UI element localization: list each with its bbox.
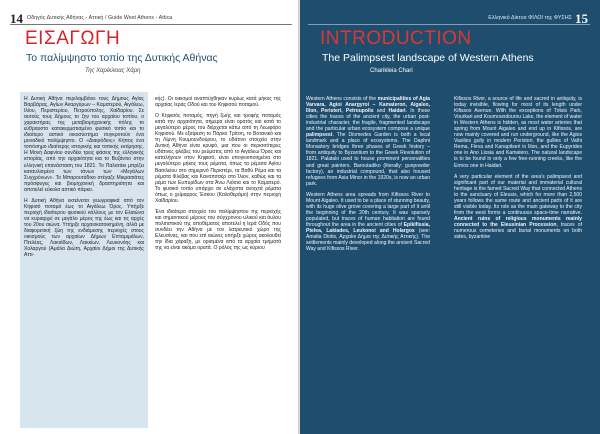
right-page <box>300 0 600 434</box>
paragraph: Ο Κηφισός ποταμός, πηγή ζωής και τροφής ποταμός κατά την αρχαιότητα, σήμερα είναι ορατός και κατά το μεγαλύτερο μέρος του διέρχεται κάτω από τη Λεωφόρο Κηφισού. Με εξαίρεση το Πάρκο Τρίτση, το Βοτανικό και τη Λίμνη Κουμουνδούρου, το υδάτινο στοιχείο στην Δυτική Αθήνα είναι κρυφό, μια που οι περισσότερες υδάτινες φλέβες του ρεύματος από το Αιγάλεω Όρος και καταλήγουν στον Κηφισό, είναι υπογειοποιημένα στο μεγαλύτερο μήκος τους ρέματα, όπως τα ρέματα Αγίου Βασιλείου στο σημερινό Περιστέρι, τα Βαθύ Ρέμα και τα ρέματα Φλέβας και Καναπιτσέρ στο Ίλιον, καθώς και τα ρέμα των Ευπυρίδων στα Άνω Λιόσια και το Καματερό. Το φυσικό τοπίο υπάρχει σε ελάχιστα ανοιχτά ρέματα όπως ο χείμαρρος Έσκου (Καλοθεράμο) στην περιοχή Χαϊδαρίου. <box>155 113 281 204</box>
subtitle-english: The Palimpsest landscape of Western Athens <box>322 52 534 64</box>
page-title-english: INTRODUCTION <box>320 28 472 49</box>
paragraph: Η Δυτική Αθήνα εκτείνεται γεωγραφικά από τον Κηφισό ποταμό έως το Αιγάλεω Όρος. Υπήρξε περιοχή ιδιαίτερου φυσικού κάλλους με τον Ελαιώνα να κυριαρχεί σε μεγάλο μέρος της έως και τις αρχές του 20ου αιώνα. Υπήρξε αρχαιοκατοικημένη, αλλά με διαφορετική ζώη της ενδιάμεσης περιοχές στους οικισμούς των αρχαίων Δήμων Επταμιμάλων, Πτελέας, Λακιάδων, Λακκίων, Λευκονόης και Χολαργού (Αμάλα Διώτη, Αρχαίοι Δήμοι της Δυτικής Αττι- <box>24 197 144 259</box>
header-rule-right <box>308 24 590 25</box>
bold-text-run: Epikifissia, Ptelea, Lakiades, Leukonoi and Holargos <box>306 221 430 234</box>
text-run: . In these cities the traces of the ancient city, the urban post-industrial character, the fragile, fragmented landscape and the particular urban ecosystem compose a unique <box>306 108 430 133</box>
running-head-right: Ελληνικό Δίκτυο ΦΙΛΟΙ της ΦΥΣΗΣ <box>488 15 572 21</box>
english-column-1 <box>306 96 430 257</box>
text-run: (see: Amalia Diotis, Αρχαίοι Δήμοι της Δυτικής Αττικής). The settlements mainly developed along the ancient Sacred Way and Kifissos River. <box>306 227 430 253</box>
text-run: , traces of numerous cemeteries and burial monuments on both sides, byzantine <box>454 221 582 241</box>
page-title-greek: ΕΙΣΑΓΩΓΗ <box>25 28 121 49</box>
paragraph: κής). Οι οικισμοί αναπτύχθηκαν κυρίως κατά μήκος της αρχαίας Ιεράς Οδού και του Κηφισού ποταμού. <box>155 96 281 109</box>
author-english: Charikleia Chari <box>370 68 413 74</box>
text-run: . The Diomedes Garden is both a local landmark and a place of ecosystems. The Daphni Monastery bridges three phases of Greek history – from antiquity to Byzantium to the Greek Revolution of 1821. Palataki used to house prominent personalities and great painters. Baroutadiko (literally: gunpowder factory), an industrial compound, that also housed refugees from Asia Minor in the 1920s, is now an urban park. <box>306 132 430 187</box>
paragraph <box>306 192 430 252</box>
paragraph <box>454 96 582 169</box>
text-run: A very particular element of the area's palimpsest and significant part of our material and immaterial cultural heritage is the famed Sacred Way that connected Athens to the sanctuary of Eleusis, which for more than 2,500 years follows the same route and ancient parts of it are still visible today. Its role as the main gateway to the city from the west forms a continuous space-time narrative. <box>454 173 582 216</box>
author-greek: Της Χαρίκλειας Χάρη <box>85 68 141 74</box>
paragraph <box>306 96 430 187</box>
bold-text-run: Haidari <box>388 108 406 115</box>
english-column-2 <box>454 96 582 245</box>
bold-text-run: Ancient ruins of religious monuments mainly connected to the Eleusinian Procession <box>454 215 582 228</box>
text-run: Western Athens consists of the <box>306 96 378 102</box>
text-run: and <box>373 108 389 115</box>
greek-column-2 <box>155 96 281 256</box>
header-rule-left <box>10 24 292 25</box>
paragraph <box>454 174 582 241</box>
paragraph: Η Δυτική Αθήνα περιλαμβάνει τους Δήμους Αγίας Βαρβάρας, Αγίων Αναργύρων – Καματερού, Αιγάλεω, Ιλίου, Περιστερίου, Πετρούπολης, Χαϊδαρίου. Σε αυτούς τους Δήμους το ζην του αρχαίου τοπίου, ο χαρακτήρας της μεταβιομηχανικής πόλης το εύθραυστο κατακερματισμένο φυσικό τοπίο και το ιδιαίτερο αστικό οικοσύστημα συγκροτούν ένα μοναδικό παλίμψηστο. Ο «Διαιρόδιος» Κήπος ένα τοπόσημο ιδιαίτερης ιστορικής και τοπικής εκτίμησης. Η Μονή Δαφνίου συνδέει τρεις φάσεις της ελληνικής ιστορίας, από την αρχαιότητα και το Βυζάντιο στην ελληνική επανάσταση του 1821. Το Παλατάκι μπρίζει καταυλισμένο των τάνων των «Μεγάλων Συγχρόνων». Το Μπαρουτάδικο στέγαζε Μικρασιάτες πρόσφυγες και βιομηχανική δραστηριότητα και αποτελεί εύκολα αστικό πάρκο. <box>24 96 144 193</box>
bold-text-run: municipalities of Agia Varvara, Agioi Anargyroi – Kamateron, Aigaleo, Ilion, Peristeri, Petroupolis <box>306 96 430 115</box>
text-run: Kifissos River, a source of life and sacred in antiquity, is today invisible, flowing for most of its length under Kifissos Avenue. With the exceptions of Tritsis Park, Vourkari and Koumoundourou Lake, the element of water in Western Athens is hidden, as most water arteries that spring from Mount Aigaleo and end up in Kifissos, are now mainly covered and run underground, like the Agios Vasilios gully in modern Peristeri, the gullies of Vathi Rema, Fleva and Kanapitseri in Ilion, and the Eupyrides one in Ano Liosia and Kamatero. The natural landscape is to be found in only a few free-running creeks, like the Ermos one in Haidari. <box>454 96 582 169</box>
bold-text-run: palimpsest <box>306 132 333 139</box>
page-number-left: 14 <box>10 11 23 26</box>
paragraph: Ένα ιδιαίτερο στοιχείο του παλίμψηστου της περιοχής και σημαντικού μέρους του σύγχρονου υλικού και άυλου πολιτιστικού της αποθέματος αποτελεί η Ιερά Οδός που συνδέει την Αθήνα με τον λατρευτικό χώρο της Ελευσίνας, και που επί αιώνες υπήρξε χώρος ακολουθεί την ίδια χάραξη, με ορισμένα από τα αρχαία τμήματά της να είναι ακόμα ορατά. Ο ρόλος της ως κύριου <box>155 208 281 252</box>
subtitle-greek: Το παλίμψηστο τοπίο της Δυτικής Αθήνας <box>26 52 218 64</box>
running-head-left: Οδηγός Δυτικής Αθήνας - Αττική / Guide West Athens - Attica <box>27 15 173 21</box>
greek-column-1 <box>24 96 144 263</box>
page-number-right: 15 <box>575 11 588 26</box>
text-run: Western Athens area spreads from Kifissos River to Mount Aigaleo. It used to be a place of stunning beauty, with its huge olive grove covering a large part of it until the beginning of the 20th century. It was sparsely populated, but traces of human habitation are found throughout the area in the ancient cities of <box>306 191 430 228</box>
